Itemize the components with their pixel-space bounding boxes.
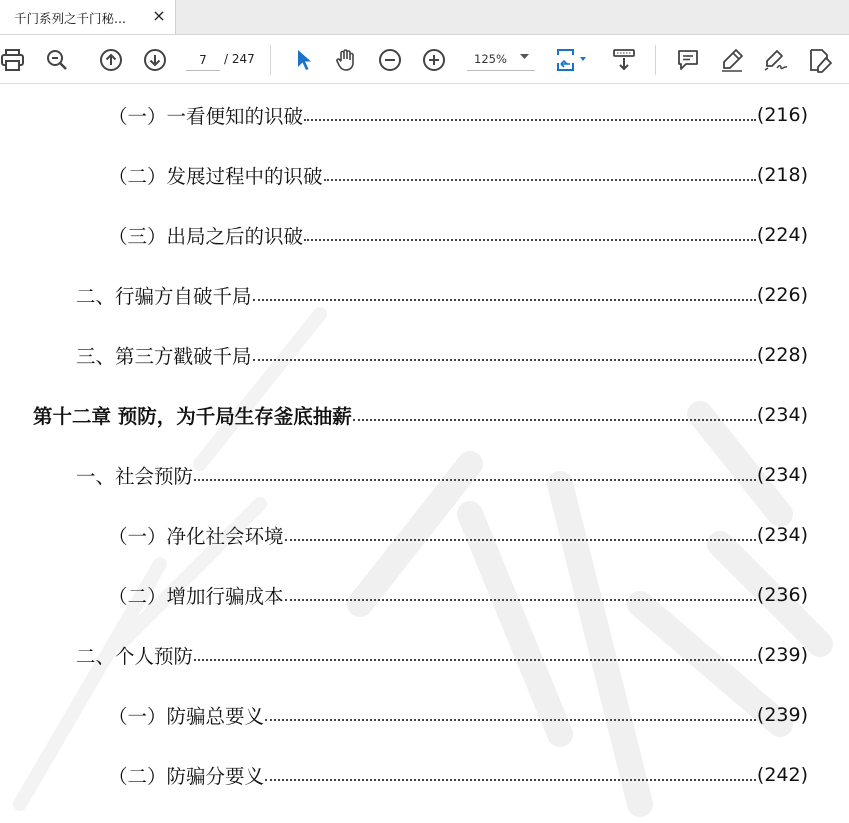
chevron-down-icon: [520, 54, 529, 60]
zoom-out-button[interactable]: [377, 47, 403, 73]
toc-entry-title: 一、社会预防: [76, 465, 194, 488]
toc-entry[interactable]: [108, 522, 808, 548]
find-button[interactable]: [44, 47, 70, 73]
toc-entry-title: （一）一看便知的识破: [108, 105, 304, 128]
toc-entry-page: (226): [756, 284, 808, 306]
tab-title: 千门系列之千门秘...: [14, 11, 126, 26]
dot-leader: [253, 299, 756, 301]
toc-entry-title: （一）净化社会环境: [108, 525, 284, 548]
toc-entry-page: (228): [756, 344, 808, 366]
fit-page-button[interactable]: [554, 47, 590, 73]
page-up-icon: [99, 48, 123, 72]
zoom-in-icon: [422, 48, 446, 72]
toc-entry-title: 第十二章 预防，为千局生存釜底抽薪: [33, 405, 352, 428]
dot-leader: [304, 119, 756, 121]
toc-entry-page: (236): [756, 584, 808, 606]
fill-sign-icon: [807, 47, 833, 73]
hand-tool-button[interactable]: [333, 47, 359, 73]
toc-entry-title: （二）防骗分要义: [108, 765, 265, 788]
toc-entry-title: （一）防骗总要义: [108, 705, 265, 728]
toc-entry[interactable]: [108, 102, 808, 128]
toc-entry-title: （三）出局之后的识破: [108, 225, 304, 248]
toc-entry[interactable]: [33, 402, 808, 428]
select-tool-button[interactable]: [291, 47, 317, 73]
toolbar-divider: [270, 45, 271, 75]
tab-bar: [0, 0, 849, 35]
toc-entry[interactable]: [76, 462, 808, 488]
dot-leader: [194, 659, 756, 661]
toc-entry-title: 二、个人预防: [76, 645, 194, 668]
toc-entry-title: （二）增加行骗成本: [108, 585, 284, 608]
zoom-value: 125%: [474, 52, 507, 66]
toc-entry[interactable]: [108, 582, 808, 608]
toc-entry-page: (216): [756, 104, 808, 126]
toc-entry[interactable]: [76, 342, 808, 368]
toc-entry-page: (224): [756, 224, 808, 246]
toc-entry-page: (234): [756, 524, 808, 546]
highlight-icon: [720, 48, 744, 72]
zoom-in-button[interactable]: [421, 47, 447, 73]
toolbar-divider: [655, 45, 656, 75]
dot-leader: [253, 359, 756, 361]
dot-leader: [265, 779, 756, 781]
toc-entry-page: (239): [756, 644, 808, 666]
print-button[interactable]: [0, 47, 26, 73]
toc-entry[interactable]: [76, 642, 808, 668]
document-page: [0, 84, 849, 823]
toc-entry-page: (242): [756, 764, 808, 786]
fit-page-icon: [555, 47, 589, 73]
sign-icon: [763, 48, 789, 72]
toc-entry-title: 三、第三方戳破千局: [76, 345, 252, 368]
page-number-input[interactable]: [186, 50, 220, 71]
select-cursor-icon: [294, 48, 314, 72]
toc-entry-page: (234): [756, 464, 808, 486]
next-page-button[interactable]: [142, 47, 168, 73]
toc-entry-page: (218): [756, 164, 808, 186]
highlight-button[interactable]: [719, 47, 745, 73]
toc-entry[interactable]: [108, 162, 808, 188]
comment-icon: [676, 48, 700, 72]
fill-sign-button[interactable]: [807, 47, 833, 73]
previous-page-button[interactable]: [98, 47, 124, 73]
toc-entry[interactable]: [108, 222, 808, 248]
toc-entry-page: (234): [756, 404, 808, 426]
scroll-mode-icon: [612, 48, 636, 72]
search-icon: [45, 48, 69, 72]
dot-leader: [194, 479, 756, 481]
toc-entry[interactable]: [108, 762, 808, 788]
dot-leader: [304, 239, 756, 241]
page-down-icon: [143, 48, 167, 72]
dot-leader: [324, 179, 756, 181]
comment-button[interactable]: [675, 47, 701, 73]
page-total: / 247: [224, 52, 255, 66]
zoom-out-icon: [378, 48, 402, 72]
document-tab[interactable]: [0, 0, 176, 34]
zoom-select[interactable]: [467, 50, 535, 71]
sign-button[interactable]: [763, 47, 789, 73]
print-icon: [1, 49, 25, 71]
toc-entry[interactable]: [76, 282, 808, 308]
close-tab-button[interactable]: ×: [152, 6, 166, 25]
toc-entry-title: 二、行骗方自破千局: [76, 285, 252, 308]
toc-entry[interactable]: [108, 702, 808, 728]
dot-leader: [265, 719, 756, 721]
scroll-mode-button[interactable]: [611, 47, 637, 73]
hand-icon: [334, 48, 358, 72]
toc-entry-title: （二）发展过程中的识破: [108, 165, 323, 188]
dot-leader: [353, 419, 756, 421]
toolbar: [0, 35, 849, 84]
dot-leader: [285, 539, 756, 541]
toc-entry-page: (239): [756, 704, 808, 726]
dot-leader: [285, 599, 756, 601]
